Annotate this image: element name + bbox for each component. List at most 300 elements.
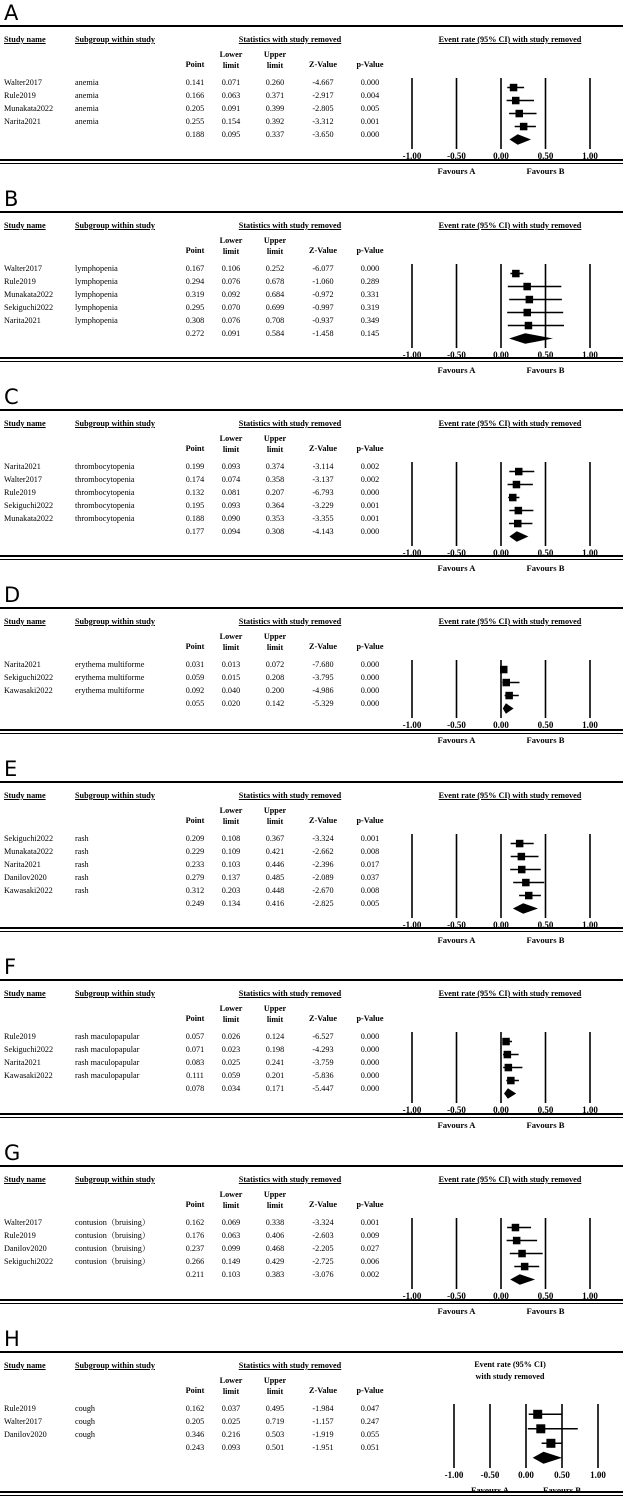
cell-p-value: 0.000: [360, 78, 380, 87]
cell-upper-limit: 0.699: [265, 303, 285, 312]
favours-left-label: Favours A: [437, 1306, 476, 1316]
cell-point: 0.057: [185, 1032, 205, 1041]
cell-z-value: -3.650: [312, 130, 334, 139]
favours-left-label: Favours A: [437, 166, 476, 176]
cell-p-value: 0.037: [360, 873, 380, 882]
cell-point: 0.188: [185, 130, 205, 139]
cell-lower-limit: 0.093: [221, 462, 241, 471]
cell-subgroup: erythema multiforme: [75, 686, 145, 695]
data-rows: [0, 832, 623, 910]
table-row: [0, 460, 623, 473]
table-row: [0, 1043, 623, 1056]
cell-upper-limit: 0.252: [265, 264, 285, 273]
cell-lower-limit: 0.076: [221, 316, 241, 325]
favours-left-label: Favours A: [437, 1120, 476, 1130]
cell-upper-limit: 0.124: [265, 1032, 285, 1041]
axis-tick-label: 0.50: [537, 548, 554, 558]
cell-z-value: -3.114: [312, 462, 334, 471]
column-header-upper-limit: Upper limit: [263, 50, 287, 70]
table-row: [0, 1030, 623, 1043]
panel-letter: D: [4, 583, 21, 607]
cell-subgroup: contusion（bruising）: [75, 1257, 151, 1266]
column-header-point: Point: [185, 816, 205, 825]
cell-z-value: -3.076: [312, 1270, 334, 1279]
column-group-header-event-rate: Event rate (95% CI) with study removed: [438, 419, 582, 428]
cell-point: 0.083: [185, 1058, 205, 1067]
cell-upper-limit: 0.485: [265, 873, 285, 882]
cell-lower-limit: 0.076: [221, 277, 241, 286]
cell-lower-limit: 0.023: [221, 1045, 241, 1054]
data-rows: [0, 1216, 623, 1281]
column-group-header-statistics: Statistics with study removed: [238, 221, 342, 230]
axis-tick-label: -0.50: [447, 350, 466, 360]
column-group-header-event-rate: Event rate (95% CI) with study removed: [438, 1175, 582, 1184]
panel-spacer: [0, 560, 623, 582]
column-header-point: Point: [185, 444, 205, 453]
axis-tick-label: 0.00: [493, 151, 509, 161]
table-row: [0, 1082, 623, 1095]
cell-point: 0.233: [185, 860, 205, 869]
cell-study-name: Danilov2020: [4, 873, 47, 882]
cell-subgroup: rash: [75, 847, 89, 856]
column-header-subgroup: Subgroup within study: [75, 1361, 155, 1370]
table-row: [0, 102, 623, 115]
panel-e: [0, 756, 623, 945]
cell-upper-limit: 0.308: [265, 527, 285, 536]
cell-p-value: 0.047: [360, 1404, 380, 1413]
cell-study-name: Walter2017: [4, 1218, 42, 1227]
table-row: [0, 301, 623, 314]
axis-tick-label: 0.00: [493, 548, 509, 558]
cell-p-value: 0.000: [360, 660, 380, 669]
cell-z-value: -2.670: [312, 886, 334, 895]
cell-subgroup: erythema multiforme: [75, 673, 145, 682]
column-header-lower-limit: Lower limit: [219, 1190, 243, 1210]
cell-p-value: 0.005: [360, 104, 380, 113]
column-header-upper-limit: Upper limit: [263, 806, 287, 826]
favours-left-label: Favours A: [437, 365, 476, 375]
cell-study-name: Walter2017: [4, 475, 42, 484]
cell-z-value: -6.527: [312, 1032, 334, 1041]
cell-subgroup: lymphopenia: [75, 316, 118, 325]
column-header-upper-limit: Upper limit: [263, 236, 287, 256]
cell-point: 0.111: [186, 1071, 204, 1080]
cell-lower-limit: 0.059: [221, 1071, 241, 1080]
cell-point: 0.199: [185, 462, 205, 471]
cell-study-name: Sekiguchi2022: [4, 303, 54, 312]
axis-tick-label: 1.00: [582, 1291, 598, 1301]
cell-upper-limit: 0.421: [265, 847, 285, 856]
cell-point: 0.177: [185, 527, 205, 536]
data-rows: [0, 1030, 623, 1095]
table-row: [0, 275, 623, 288]
axis-tick-label: 1.00: [590, 1470, 606, 1480]
cell-lower-limit: 0.093: [221, 501, 241, 510]
column-header-p-value: p-Value: [356, 60, 384, 69]
column-group-header-statistics: Statistics with study removed: [238, 35, 342, 44]
panel-d: [0, 582, 623, 745]
cell-point: 0.312: [185, 886, 205, 895]
cell-p-value: 0.331: [360, 290, 380, 299]
axis-tick-label: 1.00: [582, 720, 598, 730]
cell-subgroup: lymphopenia: [75, 303, 118, 312]
table-row: [0, 1428, 623, 1441]
column-header-z-value: Z-Value: [309, 444, 337, 453]
cell-point: 0.055: [185, 699, 205, 708]
column-header-upper-limit: Upper limit: [263, 1190, 287, 1210]
cell-upper-limit: 0.448: [265, 886, 285, 895]
cell-point: 0.346: [185, 1430, 205, 1439]
cell-p-value: 0.001: [360, 501, 380, 510]
cell-subgroup: rash: [75, 873, 89, 882]
panel-spacer: [0, 362, 623, 384]
cell-upper-limit: 0.371: [265, 91, 285, 100]
cell-point: 0.272: [185, 329, 205, 338]
axis-tick-label: -1.00: [402, 548, 422, 558]
column-header-subgroup: Subgroup within study: [75, 221, 155, 230]
cell-p-value: 0.001: [360, 117, 380, 126]
column-header-lower-limit: Lower limit: [219, 1376, 243, 1396]
table-row: [0, 671, 623, 684]
cell-lower-limit: 0.026: [221, 1032, 241, 1041]
cell-upper-limit: 0.201: [265, 1071, 285, 1080]
cell-point: 0.249: [185, 899, 205, 908]
cell-point: 0.243: [185, 1443, 205, 1452]
panel-spacer: [0, 1118, 623, 1140]
column-header-p-value: p-Value: [356, 816, 384, 825]
cell-p-value: 0.001: [360, 1218, 380, 1227]
table-row: [0, 486, 623, 499]
cell-lower-limit: 0.020: [221, 699, 241, 708]
column-header-study-name: Study name: [4, 419, 46, 428]
table-row: [0, 525, 623, 538]
table-row: [0, 1268, 623, 1281]
column-group-header-statistics: Statistics with study removed: [238, 1361, 342, 1370]
column-group-header-event-rate: Event rate (95% CI) with study removed: [474, 1360, 546, 1381]
cell-point: 0.176: [185, 1231, 205, 1240]
cell-study-name: Danilov2020: [4, 1244, 47, 1253]
panel-bottom-rule: [0, 1113, 623, 1118]
favours-right-label: Favours B: [526, 365, 565, 375]
cell-subgroup: thrombocytopenia: [75, 514, 135, 523]
table-row: [0, 697, 623, 710]
cell-study-name: Sekiguchi2022: [4, 1257, 54, 1266]
cell-z-value: -3.324: [312, 1218, 334, 1227]
cell-point: 0.295: [185, 303, 205, 312]
cell-p-value: 0.006: [360, 1257, 380, 1266]
cell-point: 0.188: [185, 514, 205, 523]
cell-lower-limit: 0.216: [221, 1430, 241, 1439]
cell-p-value: 0.005: [360, 899, 380, 908]
cell-point: 0.059: [185, 673, 205, 682]
cell-upper-limit: 0.241: [265, 1058, 285, 1067]
cell-p-value: 0.002: [360, 462, 380, 471]
column-header-point: Point: [185, 642, 205, 651]
column-group-header-event-rate: Event rate (95% CI) with study removed: [438, 989, 582, 998]
column-group-header-statistics: Statistics with study removed: [238, 1175, 342, 1184]
column-header-z-value: Z-Value: [309, 60, 337, 69]
table-row: [0, 1056, 623, 1069]
axis-tick-label: 0.50: [537, 920, 554, 930]
column-header-upper-limit: Upper limit: [263, 1004, 287, 1024]
cell-lower-limit: 0.106: [221, 264, 241, 273]
table-row: [0, 1229, 623, 1242]
cell-subgroup: lymphopenia: [75, 290, 118, 299]
cell-subgroup: cough: [75, 1430, 96, 1439]
column-header-study-name: Study name: [4, 791, 46, 800]
cell-p-value: 0.000: [360, 1058, 380, 1067]
axis-tick-label: -1.00: [402, 1105, 422, 1115]
cell-point: 0.229: [185, 847, 205, 856]
axis-tick-label: -0.50: [447, 1105, 466, 1115]
cell-point: 0.279: [185, 873, 205, 882]
cell-subgroup: lymphopenia: [75, 264, 118, 273]
cell-upper-limit: 0.416: [265, 899, 285, 908]
column-header-study-name: Study name: [4, 221, 46, 230]
cell-lower-limit: 0.103: [221, 1270, 241, 1279]
cell-lower-limit: 0.074: [221, 475, 241, 484]
table-row: [0, 1441, 623, 1454]
data-rows: [0, 262, 623, 340]
cell-upper-limit: 0.374: [265, 462, 285, 471]
cell-lower-limit: 0.037: [221, 1404, 241, 1413]
cell-z-value: -1.919: [312, 1430, 334, 1439]
cell-z-value: -4.667: [312, 78, 334, 87]
cell-lower-limit: 0.109: [221, 847, 241, 856]
column-header-subgroup: Subgroup within study: [75, 791, 155, 800]
table-row: [0, 684, 623, 697]
cell-subgroup: rash maculopapular: [75, 1058, 140, 1067]
cell-study-name: Walter2017: [4, 264, 42, 273]
panel-letter: C: [4, 385, 19, 409]
panel-letter: A: [4, 1, 19, 25]
cell-p-value: 0.008: [360, 847, 380, 856]
panel-body: [0, 1353, 623, 1495]
favours-left-label: Favours A: [437, 735, 476, 745]
cell-upper-limit: 0.367: [265, 834, 285, 843]
cell-z-value: -1.458: [312, 329, 334, 338]
axis-tick-label: 0.50: [537, 151, 554, 161]
panel-spacer: [0, 734, 623, 756]
favours-left-label: Favours A: [437, 935, 476, 945]
panel-bottom-rule: [0, 1491, 623, 1496]
panel-bottom-rule: [0, 357, 623, 362]
favours-right-label: Favours B: [526, 735, 565, 745]
cell-study-name: Sekiguchi2022: [4, 673, 54, 682]
axis-tick-label: 0.00: [493, 920, 509, 930]
axis-tick-label: 0.50: [537, 1105, 554, 1115]
cell-study-name: Rule2019: [4, 1404, 36, 1413]
data-rows: [0, 460, 623, 538]
cell-lower-limit: 0.063: [221, 1231, 241, 1240]
panel-g: [0, 1140, 623, 1316]
cell-subgroup: rash maculopapular: [75, 1071, 140, 1080]
column-header-point: Point: [185, 246, 205, 255]
cell-z-value: -3.759: [312, 1058, 334, 1067]
cell-p-value: 0.319: [360, 303, 380, 312]
favours-right-label: Favours B: [543, 1485, 581, 1495]
panel-body: [0, 981, 623, 1130]
panel-b: [0, 186, 623, 375]
cell-lower-limit: 0.108: [221, 834, 241, 843]
cell-point: 0.237: [185, 1244, 205, 1253]
panel-f: [0, 954, 623, 1130]
panel-letter: B: [4, 187, 19, 211]
column-header-z-value: Z-Value: [309, 1200, 337, 1209]
cell-p-value: 0.000: [360, 130, 380, 139]
axis-tick-label: -1.00: [402, 350, 422, 360]
cell-upper-limit: 0.399: [265, 104, 285, 113]
panel-spacer: [0, 164, 623, 186]
panel-h: [0, 1326, 623, 1496]
cell-p-value: 0.000: [360, 699, 380, 708]
cell-lower-limit: 0.137: [221, 873, 241, 882]
cell-study-name: Munakata2022: [4, 290, 54, 299]
cell-subgroup: rash maculopapular: [75, 1032, 140, 1041]
cell-point: 0.166: [185, 91, 205, 100]
cell-subgroup: thrombocytopenia: [75, 488, 135, 497]
cell-point: 0.195: [185, 501, 205, 510]
cell-point: 0.162: [185, 1218, 205, 1227]
cell-z-value: -3.137: [312, 475, 334, 484]
cell-study-name: Walter2017: [4, 1417, 42, 1426]
table-row: [0, 89, 623, 102]
axis-tick-label: -1.00: [402, 151, 422, 161]
cell-subgroup: anemia: [75, 117, 99, 126]
cell-study-name: Kawasaki2022: [4, 1071, 53, 1080]
cell-z-value: -5.329: [312, 699, 334, 708]
cell-point: 0.211: [185, 1270, 205, 1279]
column-header-upper-limit: Upper limit: [263, 434, 287, 454]
cell-lower-limit: 0.069: [221, 1218, 241, 1227]
axis-tick-label: -0.50: [447, 548, 466, 558]
column-header-lower-limit: Lower limit: [219, 1004, 243, 1024]
cell-z-value: -4.293: [312, 1045, 334, 1054]
cell-subgroup: thrombocytopenia: [75, 475, 135, 484]
cell-lower-limit: 0.149: [221, 1257, 241, 1266]
cell-p-value: 0.009: [360, 1231, 380, 1240]
favours-left-label: Favours A: [471, 1485, 509, 1495]
cell-z-value: -1.984: [312, 1404, 334, 1413]
cell-lower-limit: 0.034: [221, 1084, 241, 1093]
cell-z-value: -1.157: [312, 1417, 334, 1426]
cell-subgroup: contusion（bruising）: [75, 1231, 151, 1240]
cell-lower-limit: 0.013: [221, 660, 241, 669]
cell-point: 0.132: [185, 488, 205, 497]
column-header-upper-limit: Upper limit: [263, 632, 287, 652]
column-header-subgroup: Subgroup within study: [75, 617, 155, 626]
cell-z-value: -2.917: [312, 91, 334, 100]
cell-upper-limit: 0.364: [265, 501, 285, 510]
axis-tick-label: 0.50: [537, 350, 554, 360]
cell-upper-limit: 0.708: [265, 316, 285, 325]
cell-point: 0.167: [185, 264, 205, 273]
cell-p-value: 0.000: [360, 1084, 380, 1093]
cell-point: 0.209: [185, 834, 205, 843]
cell-upper-limit: 0.446: [265, 860, 285, 869]
cell-lower-limit: 0.090: [221, 514, 241, 523]
panel-letter: H: [4, 1327, 20, 1351]
cell-subgroup: anemia: [75, 91, 99, 100]
cell-p-value: 0.349: [360, 316, 380, 325]
cell-p-value: 0.000: [360, 686, 380, 695]
panel-spacer: [0, 1304, 623, 1326]
cell-p-value: 0.008: [360, 886, 380, 895]
panel-body: [0, 783, 623, 945]
cell-z-value: -2.662: [312, 847, 334, 856]
axis-tick-label: -1.00: [402, 1291, 422, 1301]
cell-point: 0.078: [185, 1084, 205, 1093]
column-header-lower-limit: Lower limit: [219, 806, 243, 826]
axis-tick-label: -0.50: [447, 920, 466, 930]
cell-z-value: -2.825: [312, 899, 334, 908]
column-group-header-event-rate: Event rate (95% CI) with study removed: [438, 221, 582, 230]
column-header-z-value: Z-Value: [309, 1386, 337, 1395]
column-header-p-value: p-Value: [356, 1386, 384, 1395]
cell-lower-limit: 0.015: [221, 673, 241, 682]
cell-point: 0.205: [185, 104, 205, 113]
column-header-point: Point: [185, 60, 205, 69]
table-row: [0, 499, 623, 512]
column-header-point: Point: [185, 1014, 205, 1023]
table-row: [0, 115, 623, 128]
data-rows: [0, 76, 623, 141]
cell-point: 0.071: [185, 1045, 205, 1054]
cell-p-value: 0.000: [360, 527, 380, 536]
cell-lower-limit: 0.071: [221, 78, 241, 87]
cell-upper-limit: 0.429: [265, 1257, 285, 1266]
cell-lower-limit: 0.025: [221, 1417, 241, 1426]
axis-tick-label: 0.00: [493, 720, 509, 730]
table-row: [0, 858, 623, 871]
axis-tick-label: 0.50: [554, 1470, 570, 1480]
table-row: [0, 1402, 623, 1415]
cell-upper-limit: 0.392: [265, 117, 285, 126]
panel-body: [0, 1167, 623, 1316]
cell-z-value: -7.680: [312, 660, 334, 669]
table-row: [0, 1255, 623, 1268]
axis-tick-label: 1.00: [582, 548, 598, 558]
column-header-upper-limit: Upper limit: [263, 1376, 287, 1396]
panel-body: [0, 411, 623, 573]
axis-tick-label: 0.00: [493, 1291, 509, 1301]
axis-tick-label: -0.50: [447, 1291, 466, 1301]
column-header-study-name: Study name: [4, 35, 46, 44]
cell-point: 0.266: [185, 1257, 205, 1266]
cell-lower-limit: 0.063: [221, 91, 241, 100]
cell-study-name: Rule2019: [4, 1032, 36, 1041]
column-header-subgroup: Subgroup within study: [75, 35, 155, 44]
cell-study-name: Narita2021: [4, 860, 41, 869]
cell-upper-limit: 0.584: [265, 329, 285, 338]
cell-study-name: Rule2019: [4, 277, 36, 286]
cell-subgroup: rash maculopapular: [75, 1045, 140, 1054]
column-header-subgroup: Subgroup within study: [75, 1175, 155, 1184]
cell-point: 0.205: [185, 1417, 205, 1426]
column-group-header-event-rate: Event rate (95% CI) with study removed: [438, 791, 582, 800]
favours-left-label: Favours A: [437, 563, 476, 573]
cell-upper-limit: 0.207: [265, 488, 285, 497]
column-header-lower-limit: Lower limit: [219, 236, 243, 256]
cell-p-value: 0.000: [360, 1045, 380, 1054]
column-header-study-name: Study name: [4, 1361, 46, 1370]
cell-study-name: Walter2017: [4, 78, 42, 87]
cell-p-value: 0.055: [360, 1430, 380, 1439]
cell-study-name: Kawasaki2022: [4, 686, 53, 695]
axis-tick-label: -1.00: [402, 920, 422, 930]
cell-p-value: 0.289: [360, 277, 380, 286]
cell-subgroup: thrombocytopenia: [75, 462, 135, 471]
